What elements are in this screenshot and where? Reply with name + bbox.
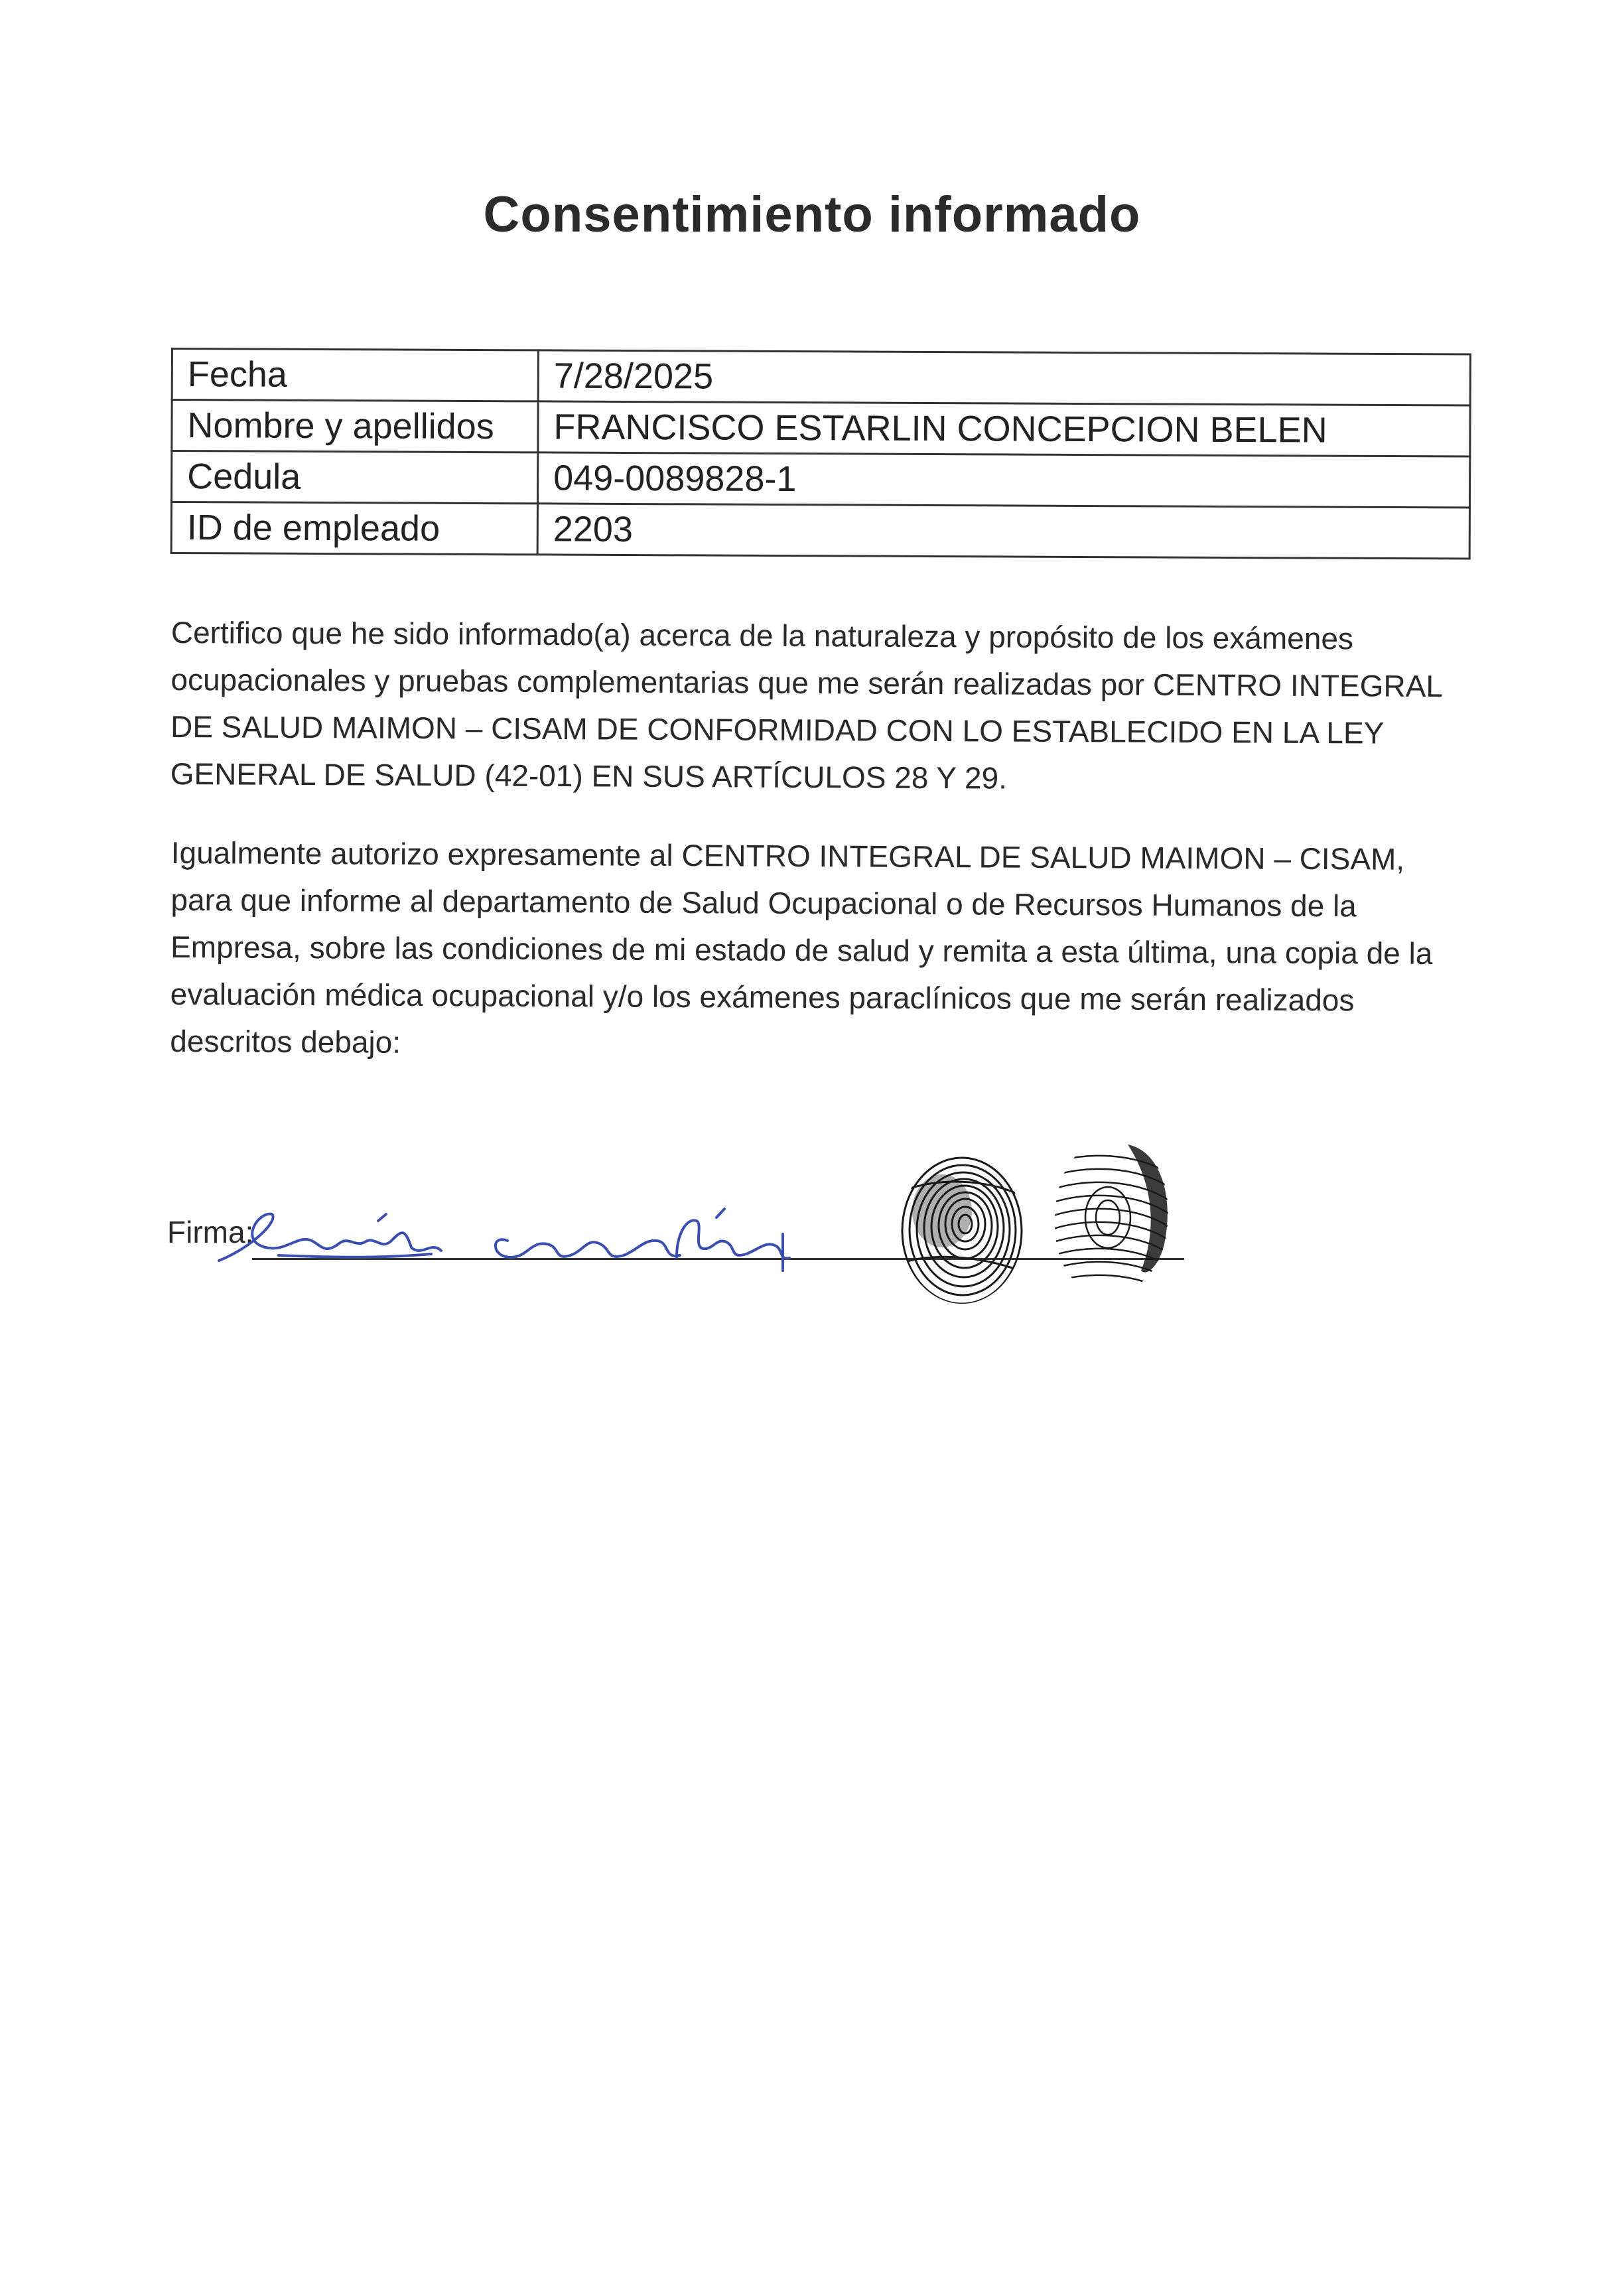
row-label-fecha: Fecha <box>172 349 538 401</box>
table-row <box>172 400 1470 457</box>
row-value-cedula: 049-0089828-1 <box>537 452 1469 508</box>
row-value-nombre: FRANCISCO ESTARLIN CONCEPCION BELEN <box>538 401 1470 456</box>
fingerprint-right <box>1048 1138 1174 1297</box>
signature-label: Firma: <box>167 1215 254 1249</box>
row-label-nombre: Nombre y apellidos <box>172 400 538 452</box>
document-title: Consentimiento informado <box>483 186 1141 243</box>
fingerprint-left <box>896 1151 1028 1307</box>
table-row <box>171 502 1469 559</box>
row-value-fecha: 7/28/2025 <box>538 350 1470 405</box>
row-label-id-empleado: ID de empleado <box>171 502 537 555</box>
table-row <box>171 451 1469 508</box>
info-table <box>170 348 1471 560</box>
consent-paragraph-2: Igualmente autorizo expresamente al CENTRO INTEGRAL DE SALUD MAIMON – CISAM, para que informe al departamento de Salud Ocupacional o de Recursos Humanos de la Empresa, sobre las condiciones de mi estado de salud y remita a esta última, una copia de la evaluación médica ocupacional y/o los exámenes paraclínicos que me serán realizados descritos debajo: <box>170 835 1433 1060</box>
consent-paragraph-1: Certifico que he sido informado(a) acerca de la naturaleza y propósito de los exámenes ocupacionales y pruebas complementarias que me serán realizadas por CENTRO INTEGRAL DE SALUD MAIMON – CISAM DE CONFORMIDAD CON LO ESTABLECIDO EN LA LEY GENERAL DE SALUD (42-01) EN SUS ARTÍCULOS 28 Y 29. <box>170 614 1442 796</box>
row-label-cedula: Cedula <box>171 451 537 504</box>
handwritten-signature <box>212 1194 823 1287</box>
row-value-id-empleado: 2203 <box>537 504 1469 559</box>
table-row <box>172 349 1470 406</box>
